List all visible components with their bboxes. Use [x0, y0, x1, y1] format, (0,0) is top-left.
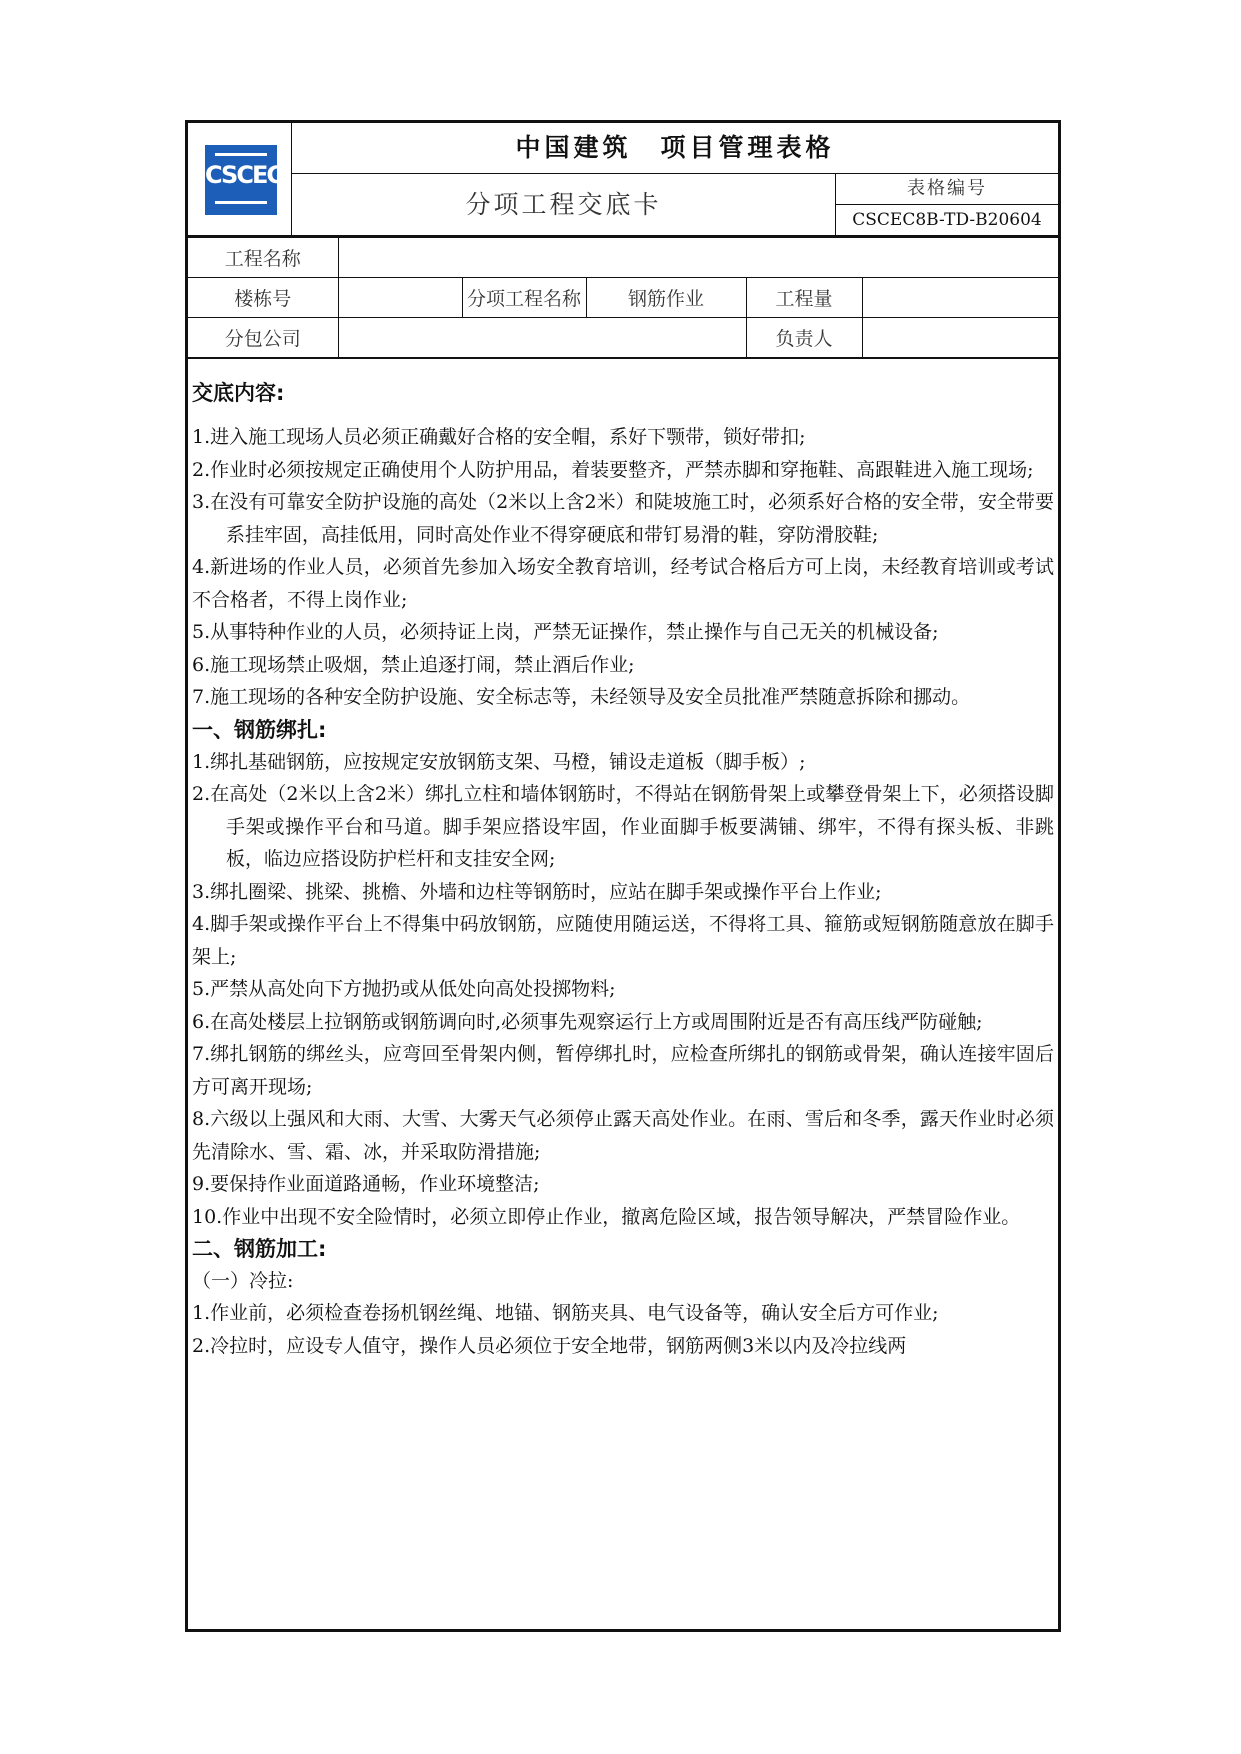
section2-subtitle: （一）冷拉:: [192, 1270, 294, 1292]
list-item: 1.绑扎基础钢筋，应按规定安放钢筋支架、马橙，铺设走道板（脚手板）;: [192, 750, 806, 773]
content-area: [188, 358, 1058, 1362]
person-label: 负责人: [746, 318, 862, 358]
building-value: [338, 278, 462, 318]
list-item: 8.六级以上强风和大雨、大雪、大雾天气必须停止露天高处作业。在雨、雪后和冬季，露天作业时必须先清除水、雪、霜、冰，并采取防滑措施;: [192, 1108, 1054, 1163]
quantity-label: 工程量: [746, 278, 862, 318]
project-name-label: 工程名称: [188, 238, 338, 278]
list-item: 1.作业前，必须检查卷扬机钢丝绳、地锚、钢筋夹具、电气设备等，确认安全后方可作业;: [192, 1302, 939, 1324]
list-item: 6.施工现场禁止吸烟，禁止追逐打闹，禁止酒后作业;: [192, 653, 635, 676]
table-row: [188, 238, 1058, 278]
list-item: 6.在高处楼层上拉钢筋或钢筋调向时,必须事先观察运行上方或周围附近是否有高压线严防碰触;: [192, 1010, 983, 1033]
subcontractor-label: 分包公司: [188, 318, 338, 358]
list-item: 3.在没有可靠安全防护设施的高处（2米以上含2米）和陡坡施工时，必须系好合格的安全带，安全带要系挂牢固，高挂低用，同时高处作业不得穿硬底和带钉易滑的鞋，穿防滑胶鞋;: [192, 491, 1054, 546]
section1-title: 一、钢筋绑扎:: [192, 717, 327, 742]
list-item: 9.要保持作业面道路通畅，作业环境整洁;: [192, 1173, 540, 1195]
list-item: 2.冷拉时，应设专人值守，操作人员必须位于安全地带，钢筋两侧3米以内及冷拉线两: [192, 1334, 907, 1357]
form-sheet: [185, 120, 1061, 1632]
subproject-value: 钢筋作业: [586, 278, 746, 318]
list-item: 1.进入施工现场人员必须正确戴好合格的安全帽，系好下颚带，锁好带扣;: [192, 426, 806, 448]
list-item: 4.新进场的作业人员，必须首先参加入场安全教育培训，经考试合格后方可上岗，未经教育培训或考试不合格者，不得上岗作业;: [192, 556, 1054, 611]
list-item: 5.从事特种作业的人员，必须持证上岗，严禁无证操作，禁止操作与自己无关的机械设备;: [192, 621, 939, 643]
list-item: 2.在高处（2米以上含2米）绑扎立柱和墙体钢筋时，不得站在钢筋骨架上或攀登骨架上下，必须搭设脚手架或操作平台和马道。脚手架应搭设牢固，作业面脚手板要满铺、绑牢，不得有探头板、非跳板，临边应搭设防护栏杆和支挂安全网;: [192, 783, 1054, 870]
quantity-value: [862, 278, 1058, 318]
list-item: 7.绑扎钢筋的绑丝头，应弯回至骨架内侧，暂停绑扎时，应检查所绑扎的钢筋或骨架，确认连接牢固后方可离开现场;: [192, 1043, 1054, 1098]
subcontractor-value: [338, 318, 746, 358]
form-title: 中国建筑 项目管理表格: [292, 123, 1058, 174]
list-item: 10.作业中出现不安全险情时，必须立即停止作业，撤离危险区域，报告领导解决，严禁冒险作业。: [192, 1205, 1021, 1228]
table-row: [188, 278, 1058, 318]
list-item: 5.严禁从高处向下方抛扔或从低处向高处投掷物料;: [192, 978, 616, 1000]
form-code-label: 表格编号: [836, 174, 1058, 205]
content-title: 交底内容:: [192, 381, 285, 405]
info-table: [188, 238, 1058, 358]
form-header: [188, 123, 1058, 238]
section2-list: [192, 1297, 1054, 1362]
list-item: 3.绑扎圈梁、挑梁、挑檐、外墙和边柱等钢筋时，应站在脚手架或操作平台上作业;: [192, 880, 882, 903]
section2-title: 二、钢筋加工:: [192, 1237, 327, 1261]
logo-text: CSCEC: [205, 161, 282, 189]
cscec-logo: [205, 145, 282, 215]
project-name-value: [338, 238, 1058, 278]
form-code-value: CSCEC8B-TD-B20604: [852, 210, 1042, 230]
list-item: 2.作业时必须按规定正确使用个人防护用品，着装要整齐，严禁赤脚和穿拖鞋、高跟鞋进入施工现场;: [192, 458, 1034, 481]
list-item: 4.脚手架或操作平台上不得集中码放钢筋，应随使用随运送，不得将工具、箍筋或短钢筋随意放在脚手架上;: [192, 913, 1054, 968]
form-subtitle: 分项工程交底卡: [292, 174, 836, 235]
section1-list: [192, 746, 1054, 1234]
logo-cell: [188, 123, 292, 235]
table-row: [188, 318, 1058, 358]
person-value: [862, 318, 1058, 358]
building-label: 楼栋号: [188, 278, 338, 318]
list-item: 7.施工现场的各种安全防护设施、安全标志等，未经领导及安全员批准严禁随意拆除和挪动。: [192, 686, 971, 708]
subproject-label: 分项工程名称: [462, 278, 586, 318]
general-list: [192, 421, 1054, 714]
